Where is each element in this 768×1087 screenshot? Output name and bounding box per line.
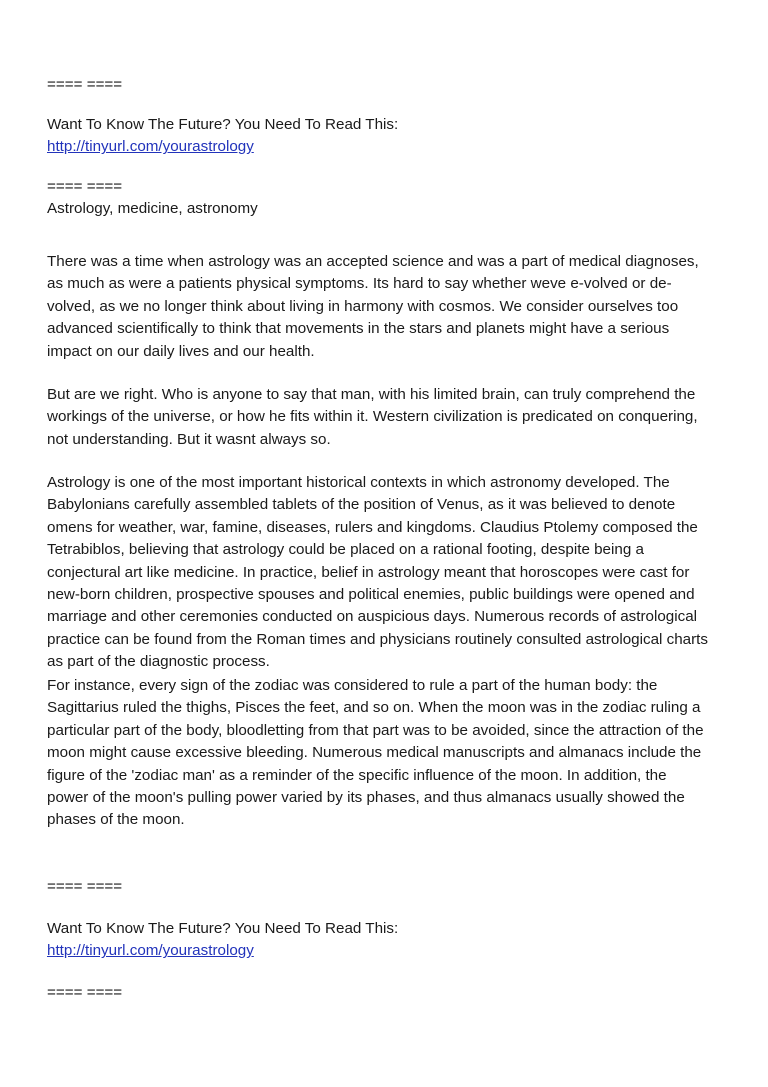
- paragraph-line: There was a time when astrology was an accepted science and was a part of medical diagnoses,: [47, 253, 699, 270]
- paragraph-line: Babylonians carefully assembled tablets of the position of Venus, as it was believed to denote: [47, 496, 676, 514]
- paragraph-line: Sagittarius ruled the thighs, Pisces the feet, and so on. When the moon was in the zodiac ruling a: [47, 699, 701, 717]
- paragraph-line: new-born children, prospective spouses and political enemies, public buildings were opened and: [47, 586, 695, 604]
- paragraph-line: workings of the universe, or how he fits within it. Western civilization is predicated on conquering,: [47, 408, 698, 426]
- paragraph-line: moon might cause excessive bleeding. Numerous medical manuscripts and almanacs include the: [47, 744, 702, 762]
- paragraph-line: marriage and other ceremonies conducted on auspicious days. Numerous records of astrological: [47, 608, 698, 626]
- article-title: Astrology, medicine, astronomy: [47, 200, 258, 218]
- paragraph-line: conjectural art like medicine. In practice, belief in astrology meant that horoscopes were cast for: [47, 563, 690, 581]
- paragraph-line: omens for weather, war, famine, diseases, rulers and kingdoms. Claudius Ptolemy composed the: [47, 518, 698, 536]
- promo-text: Want To Know The Future? You Need To Read This:: [47, 116, 399, 133]
- promo-link[interactable]: http://tinyurl.com/yourastrology: [47, 138, 254, 156]
- promo-text: Want To Know The Future? You Need To Read This:: [47, 920, 399, 937]
- paragraph-2: [47, 384, 698, 451]
- paragraph-line: Astrology is one of the most important historical contexts in which astronomy developed. The: [47, 474, 670, 491]
- paragraph-line: phases of the moon.: [47, 811, 185, 829]
- paragraph-3: [47, 472, 708, 674]
- paragraph-line: not understanding. But it wasnt always so.: [47, 430, 331, 448]
- paragraph-line: For instance, every sign of the zodiac was considered to rule a part of the human body: the: [47, 677, 658, 694]
- promo-link[interactable]: http://tinyurl.com/yourastrology: [47, 942, 254, 960]
- paragraph-line: power of the moon's pulling power varied by its phases, and thus almanacs usually showed the: [47, 789, 685, 807]
- paragraph-line: But are we right. Who is anyone to say that man, with his limited brain, can truly comprehend the: [47, 386, 696, 403]
- paragraph-line: volved, as we no longer think about living in harmony with cosmos. We consider ourselves too: [47, 297, 679, 315]
- title-block: [47, 176, 258, 221]
- paragraph-line: Tetrabiblos, believing that astrology could be placed on a rational footing, despite being a: [47, 541, 644, 559]
- paragraph-line: particular part of the body, bloodletting from that part was to be avoided, since the attraction of the: [47, 721, 704, 739]
- separator-footer: ==== ====: [47, 878, 123, 895]
- separator-top: ==== ====: [47, 76, 123, 93]
- separator-bottom: ==== ====: [47, 984, 123, 1001]
- paragraph-4: [47, 675, 704, 832]
- header-promo: [47, 114, 398, 159]
- paragraph-1: [47, 251, 699, 363]
- paragraph-line: practice can be found from the Roman times and physicians routinely consulted astrological charts: [47, 630, 708, 648]
- paragraph-line: as part of the diagnostic process.: [47, 653, 270, 671]
- footer-promo: [47, 918, 398, 963]
- paragraph-line: figure of the 'zodiac man' as a reminder of the specific influence of the moon. In addition, the: [47, 766, 667, 784]
- paragraph-line: as much as were a patients physical symptoms. Its hard to say whether weve e-volved or de-: [47, 275, 672, 293]
- paragraph-line: impact on our daily lives and our health.: [47, 342, 315, 360]
- paragraph-line: advanced scientifically to think that movements in the stars and planets might have a serious: [47, 320, 670, 338]
- separator: ==== ====: [47, 178, 123, 195]
